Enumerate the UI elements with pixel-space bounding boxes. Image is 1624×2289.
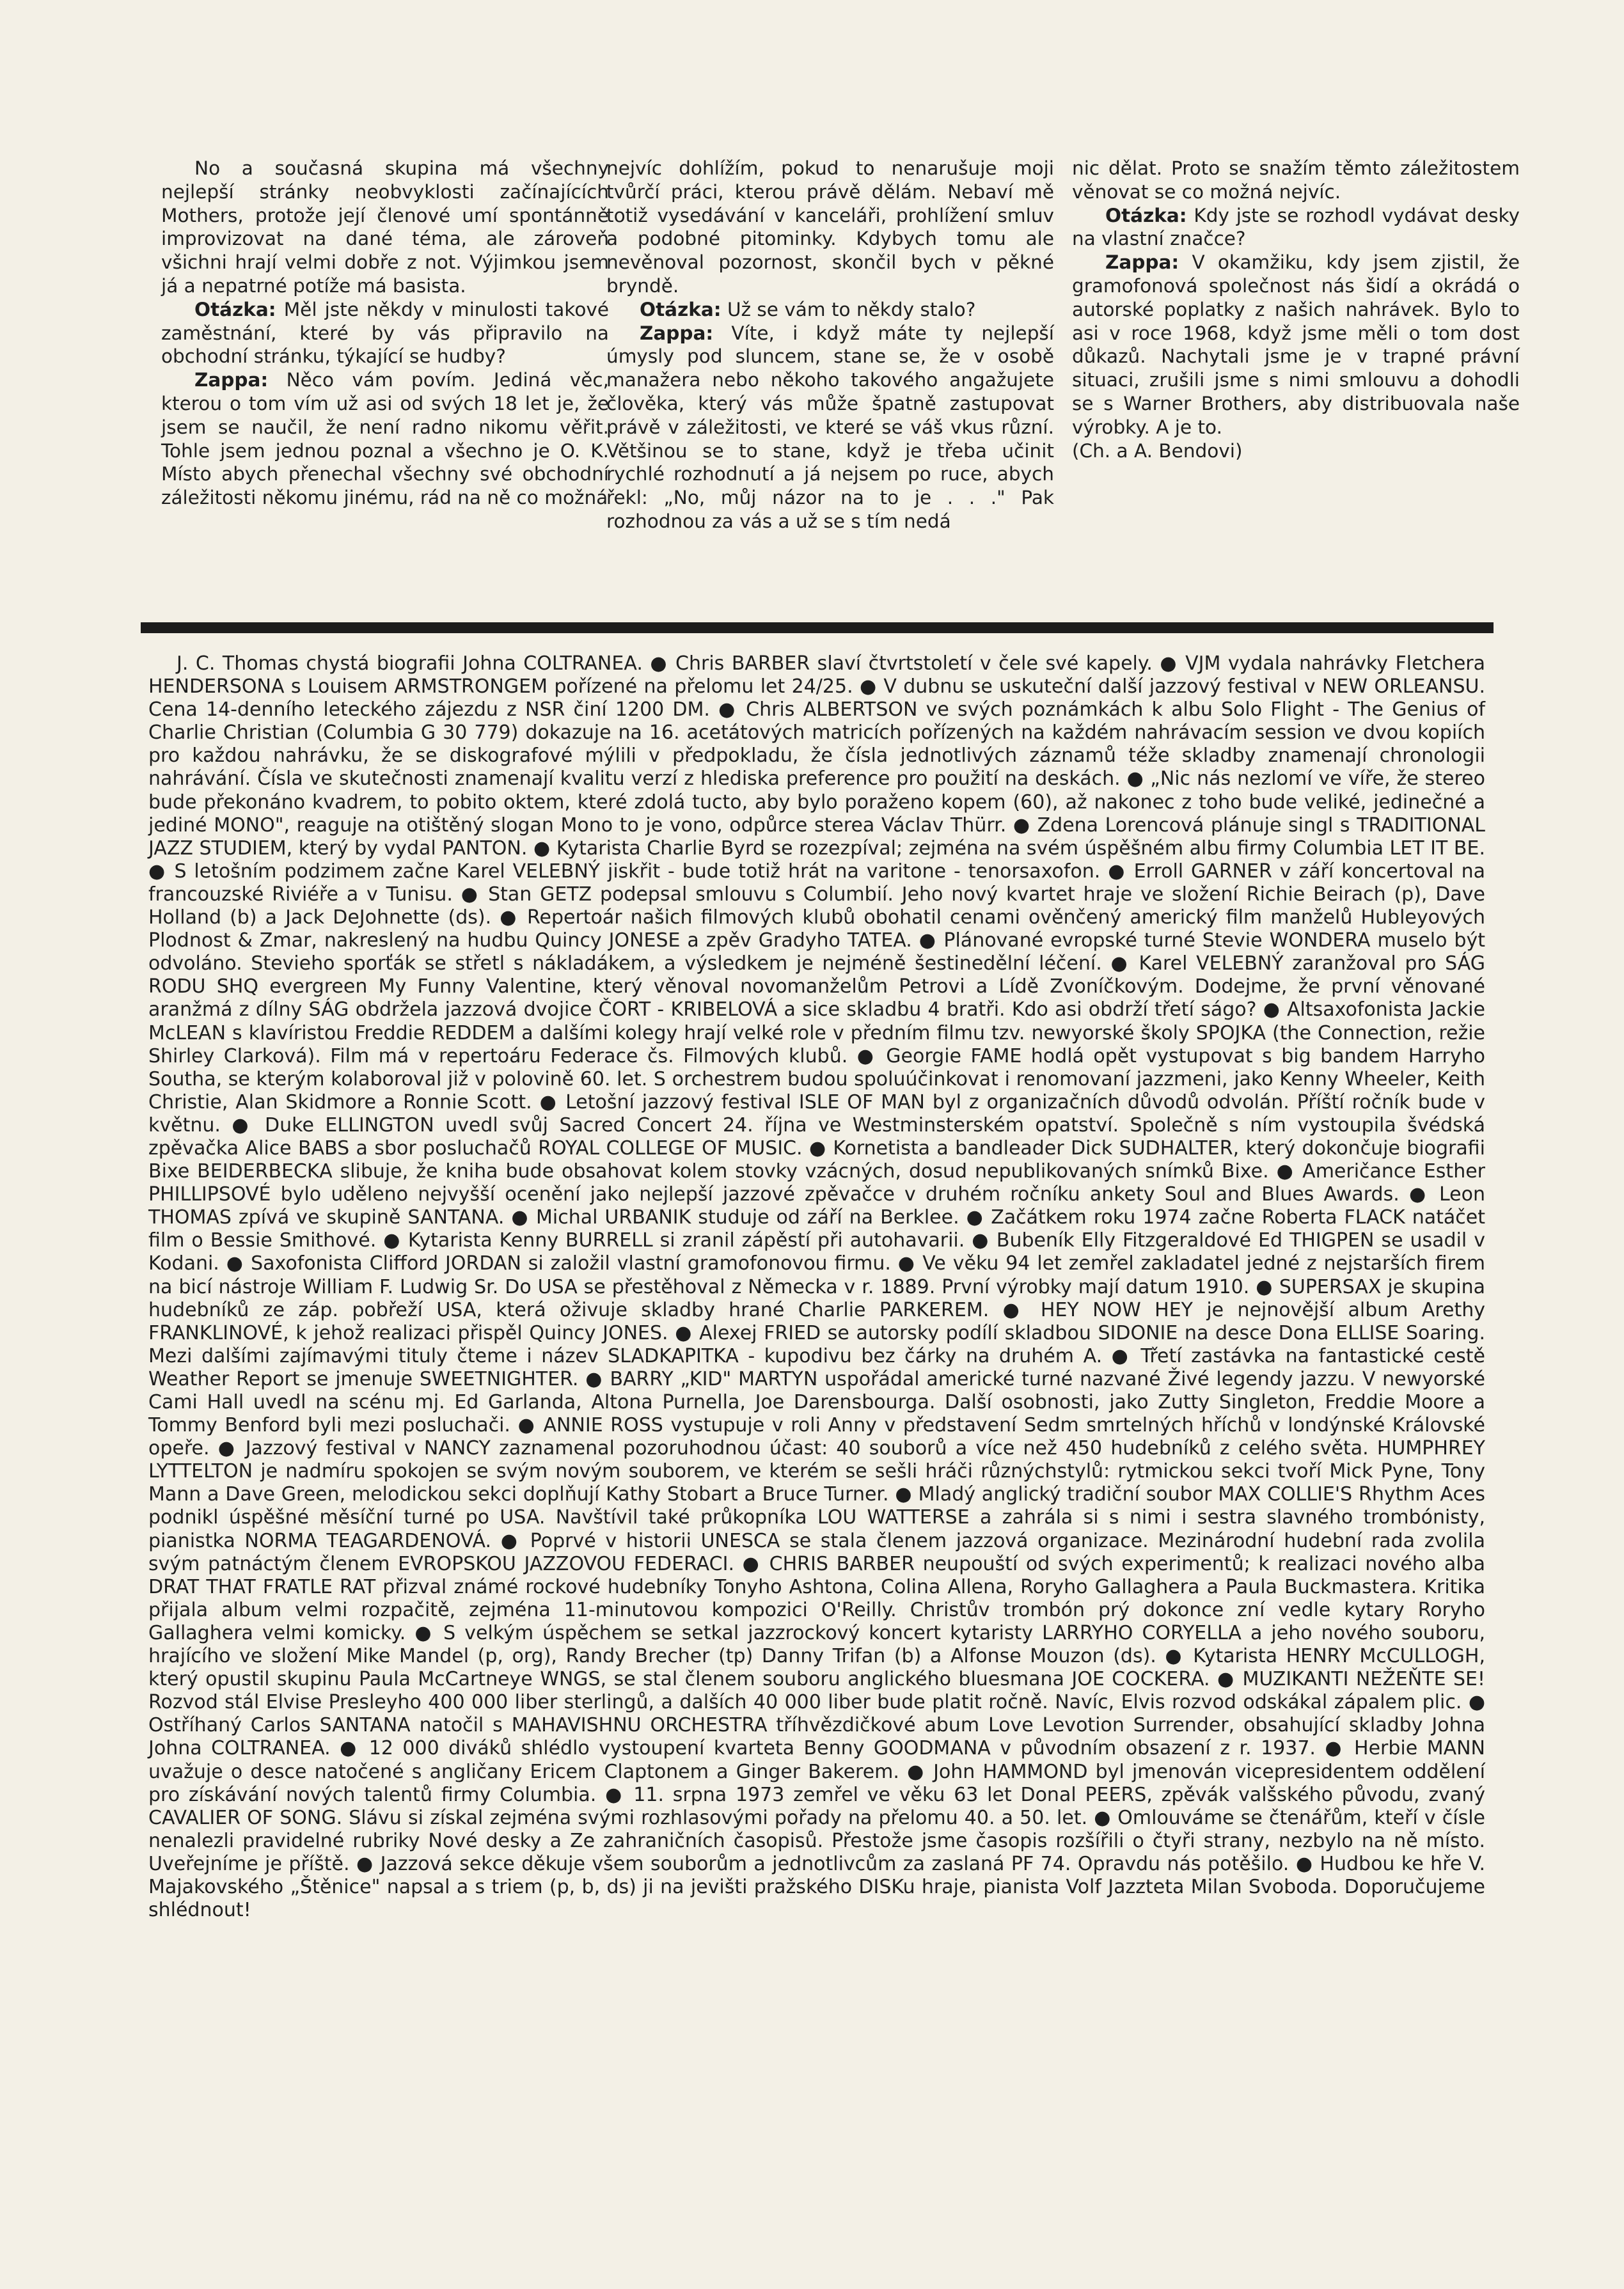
question-label: Otázka: — [640, 298, 721, 320]
paragraph-text: nic dělat. Proto se snažím těmto záležitostem věnovat se co možná nejvíc. — [1072, 157, 1520, 203]
question-label: Otázka: — [194, 298, 276, 320]
interview-paragraph — [161, 298, 609, 368]
paragraph-text: Kdy jste se rozhodl vydávat desky na vlastní značce? — [1072, 204, 1520, 250]
interview-column-3 — [1072, 157, 1520, 462]
paragraph-text: Měl jste někdy v minulosti takové zaměstnání, které by vás připravilo na obchodní stránku, týkající se hudby? — [161, 298, 609, 368]
paragraph-text: nejvíc dohlížím, pokud to nenarušuje moji tvůrčí práci, kterou právě dělám. Nebaví mě totiž vysedávání v kanceláři, prohlížení smluv a podobné pitominky. Kdybych tomu ale nevěnoval pozornost, skončil bych v pěkné bryndě. — [606, 157, 1054, 297]
interview-paragraph — [1072, 204, 1520, 251]
interview-paragraph — [606, 157, 1054, 298]
interview-paragraph — [1072, 251, 1520, 439]
paragraph-text: Už se vám to někdy stalo? — [721, 298, 976, 320]
interview-paragraph — [1072, 157, 1520, 204]
interview-paragraph — [606, 298, 1054, 322]
interview-paragraph — [606, 322, 1054, 533]
paragraph-text: V okamžiku, kdy jsem zjistil, že gramofonová společnost nás šidí a okrádá o autorské poplatky z našich nahrávek. Bylo to asi v roce 1968, když jsme měli o tom dost důkazů. Nachytali jsme je v trapné právní situaci, zrušili jsme s nimi smlouvu a dohodli se s Warner Brothers, aby distribuovala naše výrobky. A je to. — [1072, 251, 1520, 438]
interview-paragraph — [161, 157, 609, 298]
news-text: J. C. Thomas chystá biografii Johna COLTRANEA. ● Chris BARBER slaví čtvrtstoletí v čele své kapely. ● VJM vydala nahrávky Fletchera HENDERSONA s Louisem ARMSTRONGEM pořízené na přelomu let 24/25. ● V dubnu se uskuteční další jazzový festival v NEW ORLEANSU. Cena 14-denního leteckého zájezdu z NSR činí 1200 DM. ● Chris ALBERTSON ve svých poznámkách k albu Solo Flight - The Genius of Charlie Christian (Columbia G 30 779) dokazuje na 16. acetátových matricích pořízených na každém nahrávacím session ve dvou kopiích pro každou nahrávku, že se diskografové mýlili v předpokladu, že čísla jednotlivých záznamů téže skladby znamenají chronologii nahrávání. Čísla ve skutečnosti znamenají kvalitu verzí z hlediska preference pro použití na deskách. ● „Nic nás nezlomí ve víře, že stereo bude překonáno kvadrem, to pobito oktem, které zdolá tucto, aby bylo poraženo kopem (60), až nakonec z toho bude veliké, jedinečné a jediné MONO", reaguje na otištěný slogan Mono to je vono, odpůrce sterea Václav Thürr. ● Zdena Lorencová plánuje singl s TRADITIONAL JAZZ STUDIEM, který by vydal PANTON. ● Kytarista Charlie Byrd se rozezpíval; zejména na svém úspěšném albu firmy Columbia LET IT BE. ● S letošním podzimem začne Karel VELEBNÝ jiskřit - bude totiž hrát na varitone - tenorsaxofon. ● Erroll GARNER v září koncertoval na francouzské Riviéře a v Tunisu. ● Stan GETZ podepsal smlouvu s Columbií. Jeho nový kvartet hraje ve složení Richie Beirach (p), Dave Holland (b) a Jack DeJohnette (ds). ● Repertoár našich filmových klubů obohatil cenami ověnčený americký film manželů Hubleyových Plodnost & Zmar, nakreslený na hudbu Quincy JONESE a zpěv Gradyho TATEA. ● Plánované evropské turné Stevie WONDERA muselo být odvoláno. Stevieho sporťák se střetl s nákladákem, a výsledkem je nejméně šestinedělní léčení. ● Karel VELEBNÝ zaranžoval pro SÁG RODU SHQ evergreen My Funny Valentine, který věnoval novomanželům Petrovi a Lídě Zvoníčkovým. Dodejme, že první věnované aranžmá z dílny SÁG obdržela jazzová dvojice ČORT - KRIBELOVÁ a sice skladbu 4 bratři. Kdo asi obdrží třetí ságo? ● Altsaxofonista Jackie McLEAN s klavíristou Freddie REDDEM a dalšími kolegy hrají velké role v předním filmu tzv. newyorské školy SPOJKA (the Connection, režie Shirley Clarková). Film má v repertoáru Federace čs. Filmových klubů. ● Georgie FAME hodlá opět vystupovat s big bandem Harryho Southa, se kterým kolaboroval již v polovině 60. let. S orchestrem budou spoluúčinkovat i renomovaní jazzmeni, jako Kenny Wheeler, Keith Christie, Alan Skidmore a Ronnie Scott. ● Letošní jazzový festival ISLE OF MAN byl z organizačních důvodů odvolán. Příští ročník bude v květnu. ● Duke ELLINGTON uvedl svůj Sacred Concert 24. října ve Westminsterském opatství. Společně s ním vystoupila švédská zpěvačka Alice BABS a sbor posluchačů ROYAL COLLEGE OF MUSIC. ● Kornetista a bandleader Dick SUDHALTER, který dokončuje biografii Bixe BEIDERBECKA slibuje, že kniha bude obsahovat kolem stovky vzácných, dosud nepublikovaných snímků Bixe. ● Američance Esther PHILLIPSOVÉ bylo uděleno nejvyšší ocenění jako nejlepší jazzové zpěvačce v druhém ročníku ankety Soul and Blues Awards. ● Leon THOMAS zpívá ve skupině SANTANA. ● Michal URBANIK studuje od září na Berklee. ● Začátkem roku 1974 začne Roberta FLACK natáčet film o Bessie Smithové. ● Kytarista Kenny BURRELL si zranil zápěstí při autohavarii. ● Bubeník Elly Fitzgeraldové Ed THIGPEN se usadil v Kodani. ● Saxofonista Clifford JORDAN si založil vlastní gramofonovou firmu. ● Ve věku 94 let zemřel zakladatel jedné z nejstarších firem na bicí nástroje William F. Ludwig Sr. Do USA se přestěhoval z Německa v r. 1889. První výrobky mají datum 1910. ● SUPERSAX je skupina hudebníků ze záp. pobřeží USA, která oživuje skladby hrané Charlie PARKEREM. ● HEY NOW HEY je nejnovější album Arethy FRANKLINOVÉ, k jehož realizaci přispěl Quincy JONES. ● Alexej FRIED se autorsky podílí skladbou SIDONIE na desce Dona ELLISE Soaring. Mezi dalšími zajímavými tituly čteme i název SLADKAPITKA - kupodivu bez čárky na druhém A. ● Třetí zastávka na fantastické cestě Weather Report se jmenuje SWEETNIGHTER. ● BARRY „KID" MARTYN uspořádal americké turné nazvané Živé legendy jazzu. V newyorské Cami Hall uvedl na scénu mj. Ed Garlanda, Altona Purnella, Joe Darensbourga. Další osobnosti, jako Zutty Singleton, Freddie Moore a Tommy Benford byli mezi posluchači. ● ANNIE ROSS vystupuje v roli Anny v představení Sedm smrtelných hříchů v londýnské Královské opeře. ● Jazzový festival v NANCY zaznamenal pozoruhodnou účast: 40 souborů a více než 450 hudebníků z celého světa. HUMPHREY LYTTELTON je nadmíru spokojen se svým novým souborem, ve kterém se sešli hráči různýchstylů: rytmickou sekci tvoří Mick Pyne, Tony Mann a Dave Green, melodickou sekci doplňují Kathy Stobart a Bruce Turner. ● Mladý anglický tradiční soubor MAX COLLIE'S Rhythm Aces podnikl úspěšné měsíční turné po USA. Navštívil také průkopníka LOU WATTERSE a zahrála si s nimi i sestra slavného trombónisty, pianistka NORMA TEAGARDENOVÁ. ● Poprvé v historii UNESCA se stala členem jazzová organizace. Mezinárodní hudební rada zvolila svým patnáctým členem EVROPSKOU JAZZOVOU FEDERACI. ● CHRIS BARBER neupouští od svých experimentů; k realizaci nového alba DRAT THAT FRATLE RAT přizval známé rockové hudebníky Tonyho Ashtona, Colina Allena, Roryho Gallaghera a Paula Buckmastera. Kritika přijala album velmi rozpačitě, zejména 11-minutovou kompozici O'Reilly. Christův trombón prý dokonce zní vedle kytary Roryho Gallaghera velmi komicky. ● S velkým úspěchem se setkal jazzrockový koncert kytaristy LARRYHO CORYELLA a jeho nového souboru, hrajícího ve složení Mike Mandel (p, org), Randy Brecher (tp) Danny Trifan (b) a Alfonse Mouzon (ds). ● Kytarista HENRY McCULLOGH, který opustil skupinu Paula McCartneye WNGS, se stal členem souboru anglického bluesmana JOE COCKERA. ● MUZIKANTI NEŽEŇTE SE! Rozvod stál Elvise Presleyho 400 000 liber sterlingů, a dalších 40 000 liber bude platit ročně. Navíc, Elvis rozvod odskákal zápalem plic. ● Ostříhaný Carlos SANTANA natočil s MAHAVISHNU ORCHESTRA tříhvězdičkové abum Love Levotion Surrender, obsahující skladby Johna Johna COLTRANEA. ● 12 000 diváků shlédlo vystoupení kvarteta Benny GOODMANA v původním obsazení z r. 1937. ● Herbie MANN uvažuje o desce natočené s angličany Ericem Claptonem a Ginger Bakerem. ● John HAMMOND byl jmenován vicepresidentem oddělení pro získávání nových talentů firmy Columbia. ● 11. srpna 1973 zemřel ve věku 63 let Donal PEERS, zpěvák valšského původu, zvaný CAVALIER OF SONG. Slávu si získal zejména svými rozhlasovými pořady na přelomu 40. a 50. let. ● Omlouváme se čtenářům, kteří v čísle nenalezli pravidelné rubriky Nové desky a Ze zahraničních časopisů. Přestože jsme časopis rozšířili o čtyři strany, nezbylo na ně místo. Uveřejníme je příště. ● Jazzová sekce děkuje všem souborům a jednotlivcům za zaslaná PF 74. Opravdu nás potěšilo. ● Hudbou ke hře V. Majakovského „Štěnice" napsal a s triem (p, b, ds) ji na jevišti pražského DISKu hraje, pianista Volf Jazzteta Milan Svoboda. Doporučujeme shlédnout! — [148, 652, 1485, 1922]
paragraph-text: No a současná skupina má všechny nejlepší stránky neobvyklosti začínajících Mothers, protože její členové umí spontánně improvizovat na dané téma, ale zároveň všichni hrají velmi dobře z not. Výjimkou jsem já a nepatrné potíže má basista. — [161, 157, 609, 297]
interview-column-1 — [161, 157, 609, 510]
speaker-label: Zappa: — [1105, 251, 1179, 274]
author-signature: (Ch. a A. Bendovi) — [1072, 439, 1243, 462]
section-divider — [141, 622, 1494, 633]
speaker-label: Zappa: — [640, 322, 714, 344]
paragraph-text: Víte, i když máte ty nejlepší úmysly pod sluncem, stane se, že v osobě manažera nebo někoho takového angažujete člověka, který vás může špatně zastupovat právě v záležitosti, ve které se váš vkus různí. Většinou se to stane, když je třeba učinit rychlé rozhodnutí a já nejsem po ruce, abych řekl: „No, můj názor na to je . . ." Pak rozhodnou za vás a už se s tím nedá — [606, 322, 1054, 532]
interview-paragraph — [161, 368, 609, 510]
paragraph-text: Něco vám povím. Jediná věc, kterou o tom vím už asi od svých 18 let je, že jsem se naučil, že není radno nikomu věřit. Tohle jsem jednou poznal a všechno je O. K. Místo abych přenechal všechny své obchodní záležitosti někomu jinému, rád na ně co možná — [161, 369, 609, 509]
news-briefs — [148, 652, 1485, 1922]
speaker-label: Zappa: — [194, 369, 269, 391]
question-label: Otázka: — [1105, 204, 1187, 226]
interview-column-2 — [606, 157, 1054, 533]
